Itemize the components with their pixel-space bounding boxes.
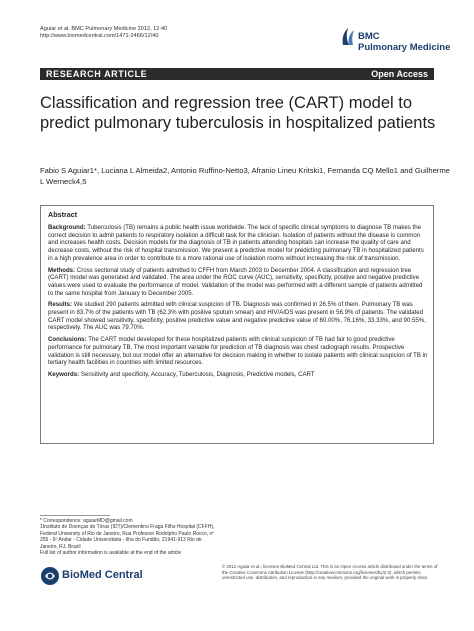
- abstract-methods: [48, 267, 428, 298]
- article-type-banner: [40, 68, 434, 80]
- biomed-central-logo-icon: [40, 566, 60, 586]
- conclusions-text: The CART model developed for these hospitalized patients with clinical suspicion of TB had fair to good predictive performance for pulmonary TB. The most important variable for prediction of TB diagnosis was chest radiograph results. Prospective validation is still necessary, but our model offer an alternative for decision making in whether to isolate patients with clinical suspicion of TB in tertiary health facilities in countries with limited resources.: [48, 336, 428, 367]
- citation-journal: Aguiar et al. BMC Pulmonary Medicine 2012, 12:40: [40, 26, 168, 32]
- copyright-notice: © 2012 Aguiar et al.; licensee BioMed Central Ltd. This is an Open Access article distributed under the terms of the Creative Commons Attribution License (http://creativecommons.org/licenses/by/2.0), which permits unrestricted use, distribution, and reproduction in any medium, provided the original work is properly cited.: [222, 564, 438, 581]
- abstract-keywords: [48, 371, 428, 379]
- methods-label: Methods:: [48, 266, 76, 274]
- background-text: Tuberculosis (TB) remains a public health issue worldwide. The lack of specific clinical symptoms to diagnose TB makes the correct decision to admit patients to respiratory isolation a difficult task for the clinician. Isolation of patients without the disease is common and increases health costs. Decision models for the diagnosis of TB in patients attending hospitals can increase the quality of care and decrease costs, without the risk of hospital transmission. We present a predictive model for predicting pulmonary TB in hospitalized patients in a high prevalence area in order to contribute to a more rational use of isolation rooms without increasing the risk of transmission.: [48, 224, 424, 262]
- open-access-label: Open Access: [371, 69, 428, 79]
- footnote-divider: [40, 515, 110, 516]
- publisher-name: BioMed Central: [62, 569, 143, 581]
- keywords-label: Keywords:: [48, 370, 80, 378]
- abstract-results: [48, 301, 428, 332]
- author-list: [40, 165, 450, 187]
- full-list-note: Full list of author information is available at the end of the article: [40, 550, 182, 557]
- article-title: Classification and regression tree (CART) model to predict pulmonary tuberculosis in hospitalized patients: [40, 94, 436, 132]
- results-label: Results:: [48, 301, 73, 309]
- affiliation-note: 1Instituto de Doenças do Tórax (IDT)/Clementino Fraga Filho Hospital (CFFH), Federal University of Rio de Janeiro, Rua Professor Rodolpho Paulo Rocco, nº 255 - 6º Andar - Cidade Universitária - Ilha do Fundão, 21941-913 Rio de Janeiro, RJ, Brazil: [40, 524, 215, 550]
- abstract-conclusions: [48, 336, 428, 367]
- abstract-heading: Abstract: [48, 210, 78, 219]
- citation-url[interactable]: http://www.biomedcentral.com/1471-2466/12/40: [40, 33, 159, 40]
- journal-logo: [340, 25, 450, 65]
- keywords-text: Sensitivity and specificity, Accuracy, Tuberculosis, Diagnosis, Predictive models, CART: [80, 370, 315, 378]
- footnotes: [40, 515, 220, 556]
- correspondence-note: * Correspondence: aguiarMD@gmail.com: [40, 518, 133, 524]
- background-label: Background:: [48, 224, 86, 231]
- methods-text: Cross sectional study of patients admitted to CFFH from March 2003 to December 2004. A classification and regression tree (CART) model was generated and validated. The area under the ROC curve (AUC), sensitivity, specificity, positive and negative predictive values were used to evaluate the performance of model. Validation of the model was performed with a different sample of patients admitted to the same hospital from January to December 2005.: [48, 266, 423, 297]
- article-type-label: RESEARCH ARTICLE: [46, 69, 148, 79]
- citation: [40, 26, 167, 41]
- bmc-logo-icon: [340, 25, 356, 47]
- authors-text: Fabio S Aguiar1*, Luciana L Almeida2, Antonio Ruffino-Netto3, Afranio Lineu Kritski1, Fernanda CQ Mello1 and Guilherme L Werneck4,5: [40, 166, 450, 186]
- journal-logo-line1: BMC: [358, 31, 380, 42]
- journal-logo-line2: Pulmonary Medicine: [358, 42, 451, 53]
- conclusions-label: Conclusions:: [48, 336, 87, 344]
- abstract-box: [40, 205, 434, 444]
- abstract-background: [48, 224, 428, 263]
- journal-name: [358, 31, 450, 53]
- abstract-body: [48, 224, 428, 383]
- results-text: We studied 290 patients admitted with clinical suspicion of TB. Diagnosis was confirmed in 26.5% of them. Pulmonary TB was present in 83.7% of the patients with TB (62.3% with positive sputum smear) and HIV/AIDS was present in 56.9% of patients. The validated CART model showed sensitivity, specificity, positive predictive value and negative predictive value of 60.00%, 76.16%, 33.33%, and 90.55%, respectively. The AUC was 79.70%.: [48, 301, 426, 332]
- publisher-logo: [40, 564, 150, 588]
